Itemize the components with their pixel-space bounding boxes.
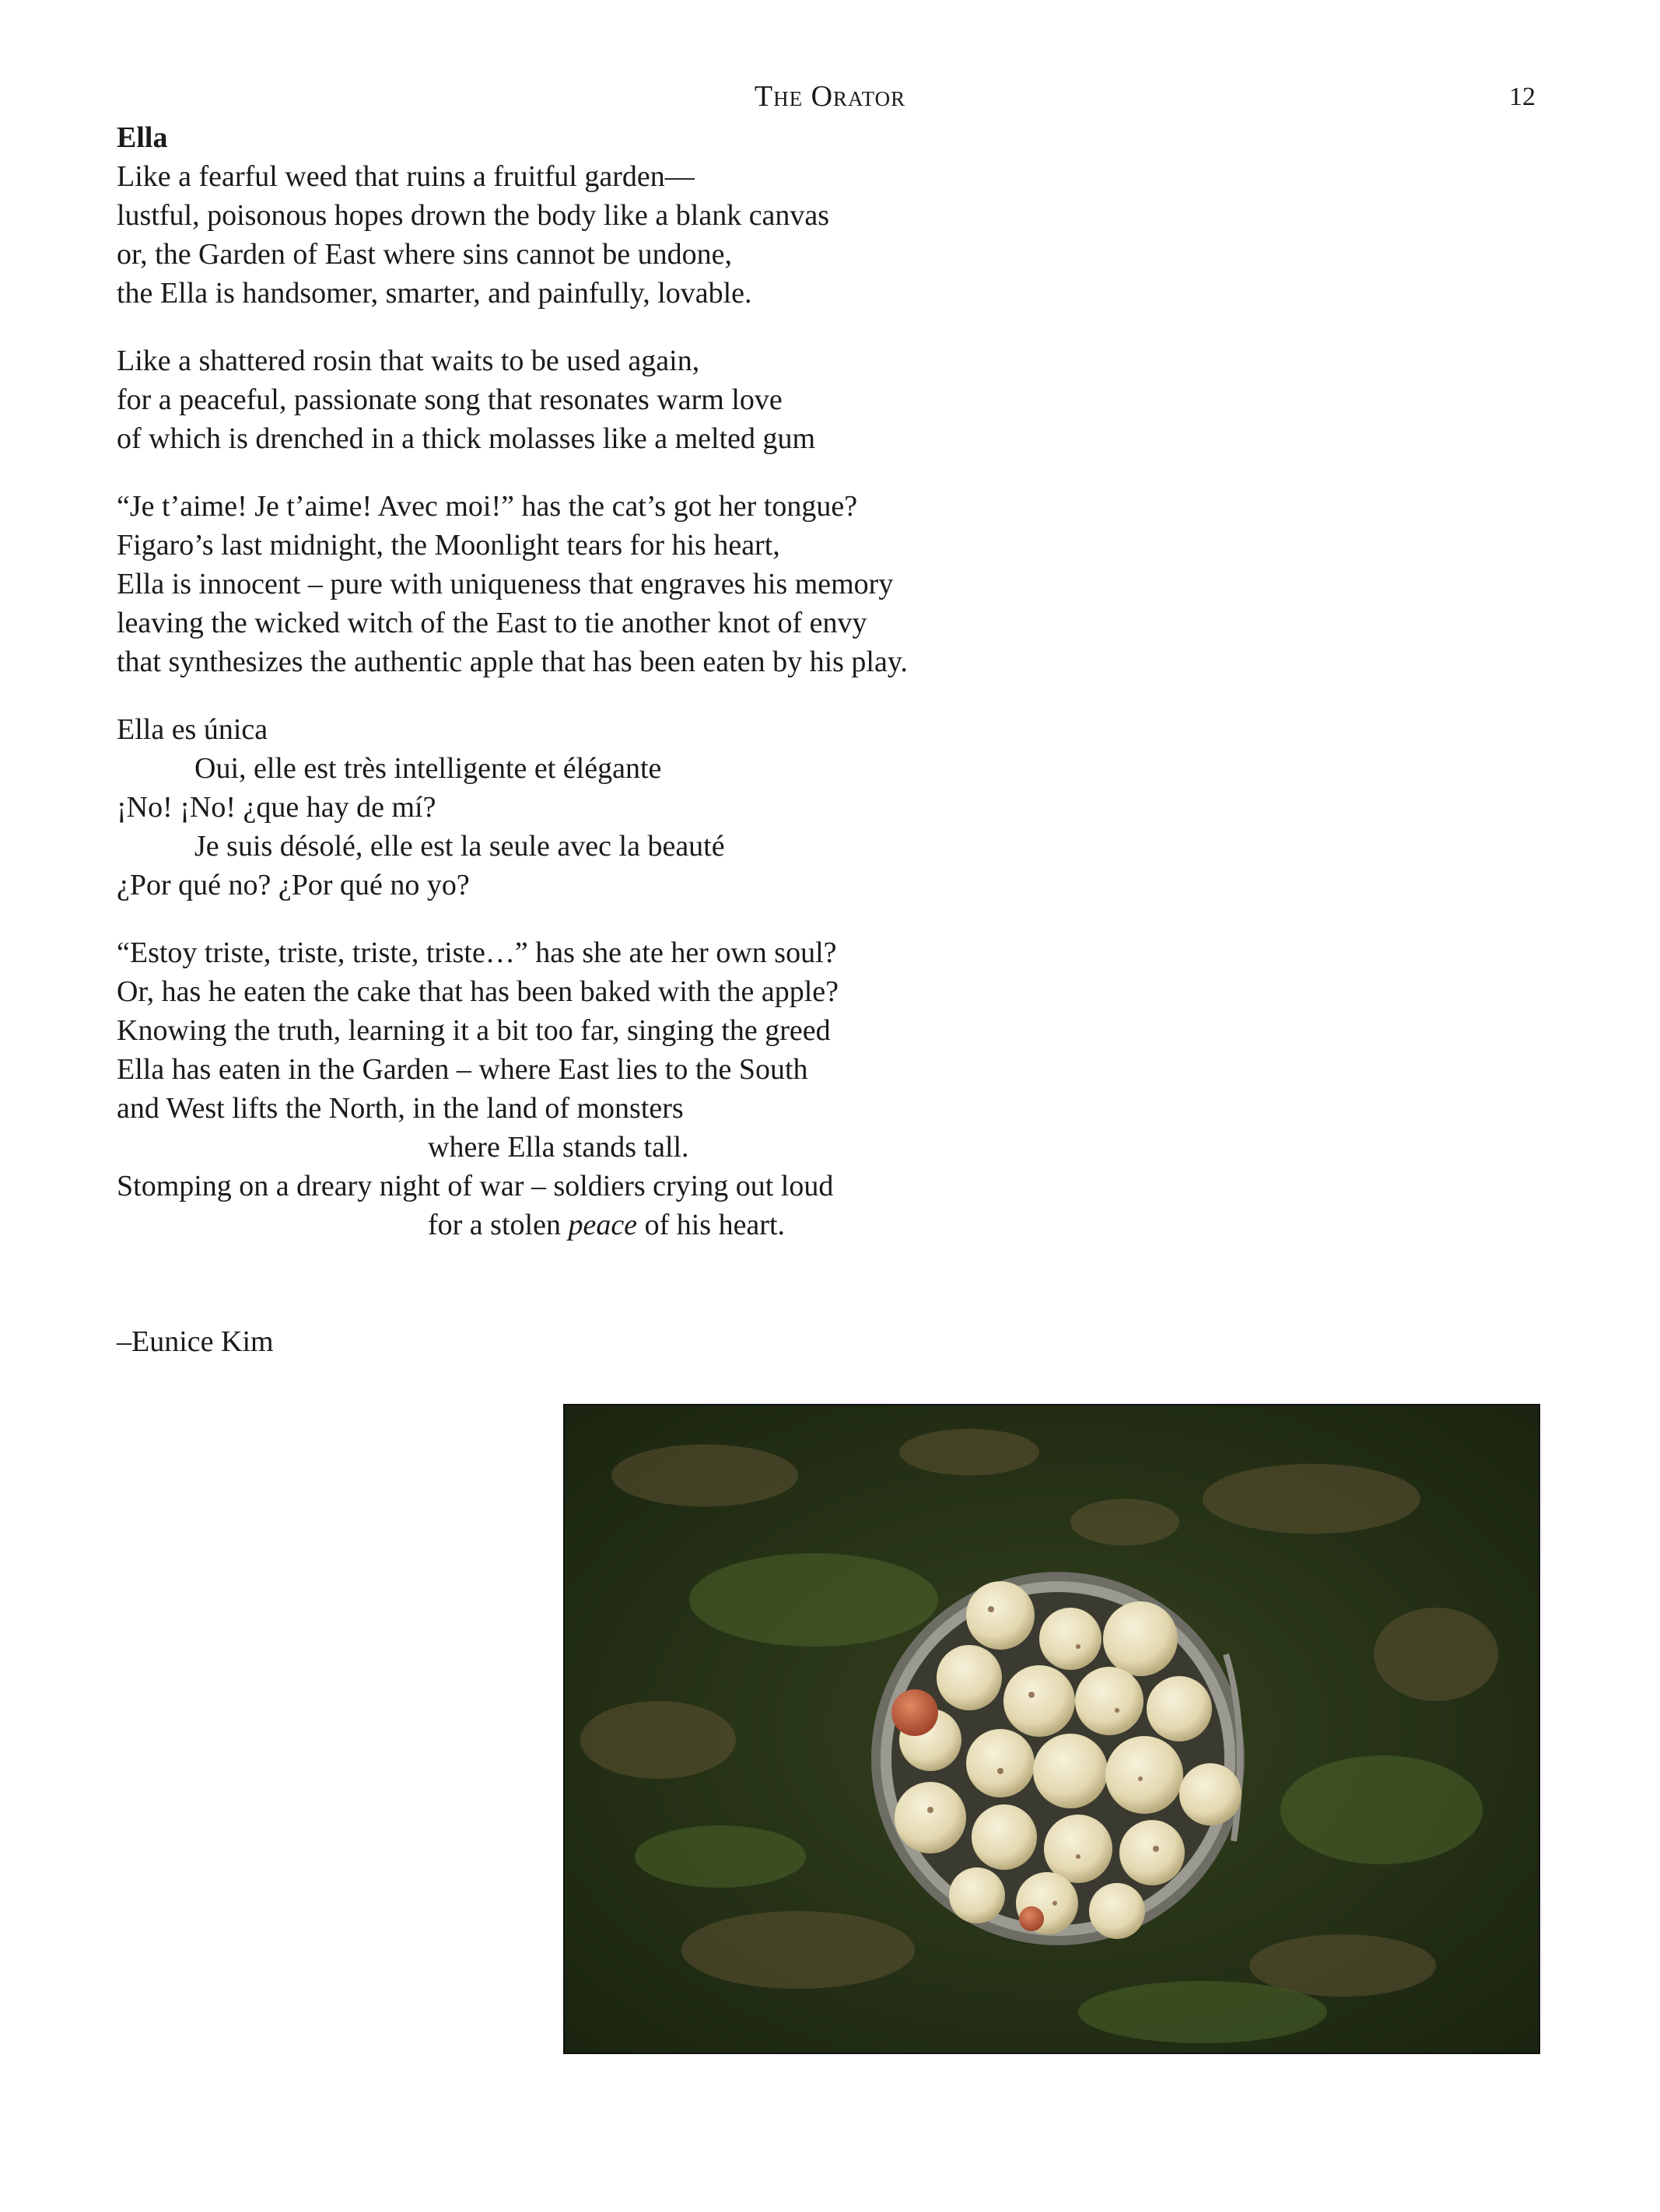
poem-line: “Estoy triste, triste, triste, triste…” has she ate her own soul? bbox=[117, 936, 837, 969]
poem-line: of which is drenched in a thick molasses like a melted gum bbox=[117, 422, 816, 455]
stanza-1 bbox=[117, 157, 1206, 313]
author-byline: –Eunice Kim bbox=[117, 1325, 274, 1358]
poem-line: Ella has eaten in the Garden – where East lies to the South bbox=[117, 1053, 808, 1086]
poem-line: Oui, elle est très intelligente et élégante bbox=[194, 752, 662, 785]
poem-line-final bbox=[117, 1206, 1206, 1244]
poem-line: and West lifts the North, in the land of monsters bbox=[117, 1092, 684, 1125]
poem-line: lustful, poisonous hopes drown the body like a blank canvas bbox=[117, 199, 830, 232]
stanza-4 bbox=[117, 710, 1206, 905]
stanza-3 bbox=[117, 487, 1206, 681]
running-head: The Orator bbox=[754, 80, 906, 113]
final-line-start: for a stolen bbox=[428, 1209, 569, 1241]
poem-line: ¡No! ¡No! ¿que hay de mí? bbox=[117, 791, 436, 824]
poem-line: Like a shattered rosin that waits to be used again, bbox=[117, 345, 700, 377]
poem-line: “Je t’aime! Je t’aime! Avec moi!” has the cat’s got her tongue? bbox=[117, 490, 858, 523]
poem-line: leaving the wicked witch of the East to tie another knot of envy bbox=[117, 607, 867, 639]
final-line-end: of his heart. bbox=[637, 1209, 786, 1241]
poem bbox=[117, 118, 1206, 1273]
poem-line: the Ella is handsomer, smarter, and painfully, lovable. bbox=[117, 277, 752, 310]
poem-line: or, the Garden of East where sins cannot be undone, bbox=[117, 238, 732, 271]
poem-line: ¿Por qué no? ¿Por qué no yo? bbox=[117, 869, 470, 901]
poem-line: where Ella stands tall. bbox=[428, 1131, 689, 1164]
apple-bucket-photo bbox=[563, 1404, 1540, 2054]
stanza-2 bbox=[117, 341, 1206, 458]
poem-line: Like a fearful weed that ruins a fruitful garden— bbox=[117, 160, 695, 193]
poem-line: Ella is innocent – pure with uniqueness that engraves his memory bbox=[117, 568, 894, 600]
poem-line: Knowing the truth, learning it a bit too far, singing the greed bbox=[117, 1014, 831, 1047]
photo-illustration bbox=[565, 1405, 1539, 2053]
poem-line: for a peaceful, passionate song that resonates warm love bbox=[117, 383, 783, 416]
poem-line: Ella es única bbox=[117, 713, 268, 746]
poem-line: Or, has he eaten the cake that has been baked with the apple? bbox=[117, 975, 839, 1008]
poem-line: Je suis désolé, elle est la seule avec la beauté bbox=[194, 830, 725, 863]
poem-title: Ella bbox=[117, 121, 168, 154]
poem-line: that synthesizes the authentic apple that has been eaten by his play. bbox=[117, 646, 908, 678]
page-number: 12 bbox=[1509, 82, 1536, 111]
poem-line: Figaro’s last midnight, the Moonlight tears for his heart, bbox=[117, 529, 780, 562]
emphasis-peace: peace bbox=[568, 1209, 638, 1241]
stanza-5 bbox=[117, 933, 1206, 1244]
poem-line: Stomping on a dreary night of war – soldiers crying out loud bbox=[117, 1170, 834, 1202]
